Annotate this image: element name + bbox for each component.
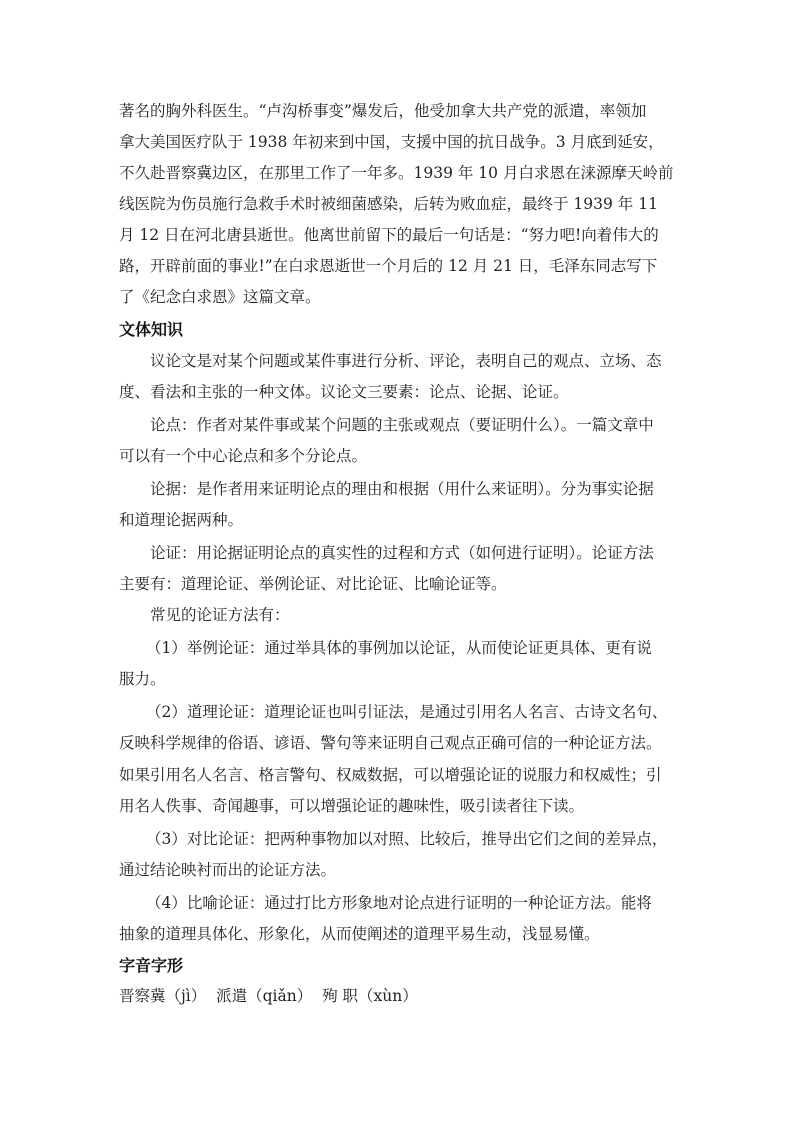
evidence-line-1: 论据：是作者用来证明论点的理由和根据（用什么来证明）。分为事实论据 (150, 480, 654, 498)
intro-line-7: 了《纪念白求恩》这篇文章。 (119, 288, 321, 306)
method-1-line-2: 服力。 (119, 670, 166, 688)
intro-line-6: 路，开辟前面的事业!”在白求恩逝世一个月后的 12 月 21 日，毛泽东同志写下 (119, 257, 658, 275)
intro-line-5: 月 12 日在河北唐县逝世。他离世前留下的最后一句话是：“努力吧!向着伟大的 (119, 226, 659, 244)
method-2-line-4: 用名人佚事、奇闻趣事，可以增强论证的趣味性，吸引读者往下读。 (119, 797, 585, 815)
method-2-line-3: 如果引用名人名言、格言警句、权威数据，可以增强论证的说服力和权威性；引 (119, 766, 662, 784)
methods-intro: 常见的论证方法有： (150, 606, 290, 624)
method-4-line-2: 抽象的道理具体化、形象化，从而使阐述的道理平易生动，浅显易懂。 (119, 925, 600, 943)
method-3-line-2: 通过结论映衬而出的论证方法。 (119, 861, 337, 879)
intro-line-1: 著名的胸外科医生。“卢沟桥事变”爆发后，他受加拿大共产党的派遣，率领加 (119, 102, 647, 120)
genre-definition-line-2: 度、看法和主张的一种文体。议论文三要素：论点、论据、论证。 (119, 383, 569, 401)
pronunciation-line: 晋察冀（jì） 派遣（qiǎn） 殉 职（xùn） (119, 987, 418, 1005)
method-2-line-2: 反映科学规律的俗语、谚语、警句等来证明自己观点正确可信的一种论证方法。 (119, 734, 662, 752)
reasoning-line-1: 论证：用论据证明论点的真实性的过程和方式（如何进行证明）。论证方法 (150, 544, 654, 562)
intro-line-4: 线医院为伤员施行急救手术时被细菌感染，后转为败血症，最终于 1939 年 11 (119, 195, 658, 213)
method-4-line-1: （4）比喻论证：通过打比方形象地对论点进行证明的一种论证方法。能将 (146, 894, 652, 912)
section-heading-genre: 文体知识 (119, 320, 184, 339)
argument-point-line-2: 可以有一个中心论点和多个分论点。 (119, 447, 368, 465)
evidence-line-2: 和道理论据两种。 (119, 511, 244, 529)
reasoning-line-2: 主要有：道理论证、举例论证、对比论证、比喻论证等。 (119, 575, 507, 593)
genre-definition-line-1: 议论文是对某个问题或某件事进行分析、评论，表明自己的观点、立场、态 (150, 352, 662, 370)
argument-point-line-1: 论点：作者对某件事或某个问题的主张或观点（要证明什么）。一篇文章中 (150, 416, 654, 434)
intro-line-3: 不久赴晋察冀边区，在那里工作了一年多。1939 年 10 月白求恩在涞源摩天岭前 (119, 164, 674, 182)
method-2-line-1: （2）道理论证：道理论证也叫引证法，是通过引用名人名言、古诗文名句、 (146, 703, 668, 721)
section-heading-pronunciation: 字音字形 (119, 956, 184, 975)
intro-line-2: 拿大美国医疗队于 1938 年初来到中国，支援中国的抗日战争。3 月底到延安， (119, 133, 664, 151)
method-3-line-1: （3）对比论证：把两种事物加以对照、比较后，推导出它们之间的差异点， (146, 830, 668, 848)
method-1-line-1: （1）举例论证：通过举具体的事例加以论证，从而使论证更具体、更有说 (146, 639, 652, 657)
